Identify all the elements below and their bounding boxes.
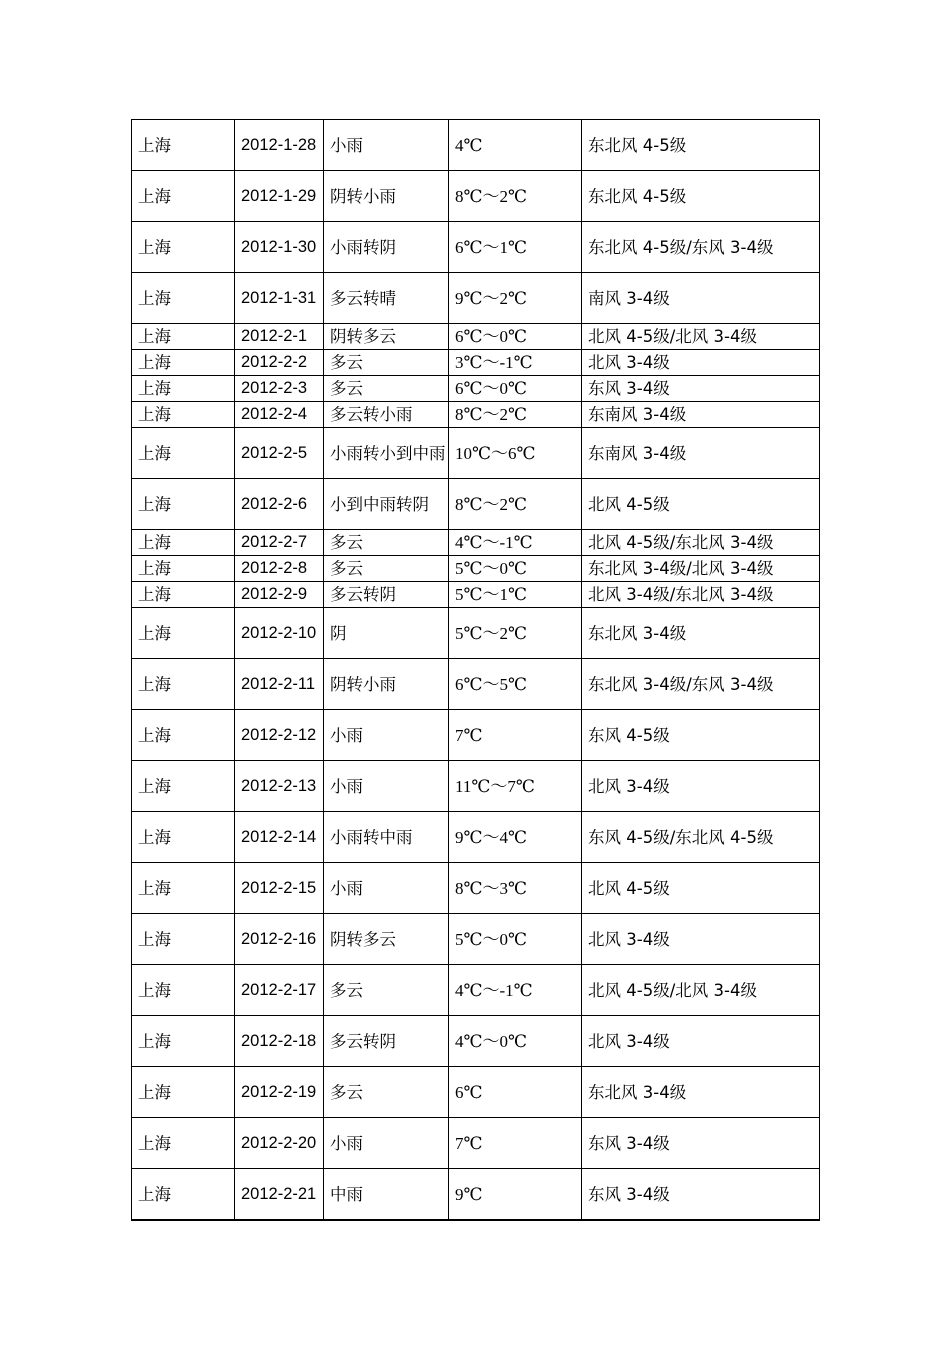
city-cell: 上海 <box>132 171 235 222</box>
city-cell: 上海 <box>132 914 235 965</box>
wind-cell: 北风 4-5级/东北风 3-4级 <box>582 530 820 556</box>
condition-cell: 小雨转小到中雨 <box>324 428 449 479</box>
date-cell: 2012-2-10 <box>235 608 324 659</box>
city-cell: 上海 <box>132 965 235 1016</box>
date-cell: 2012-2-13 <box>235 761 324 812</box>
temperature-cell: 7℃ <box>449 1118 582 1169</box>
date-cell: 2012-1-28 <box>235 120 324 171</box>
table-row <box>132 1169 820 1221</box>
condition-cell: 阴转多云 <box>324 324 449 350</box>
wind-cell: 东风 3-4级 <box>582 376 820 402</box>
table-row <box>132 273 820 324</box>
temperature-cell: 8℃～2℃ <box>449 402 582 428</box>
wind-cell: 北风 3-4级 <box>582 1016 820 1067</box>
temperature-cell: 9℃ <box>449 1169 582 1221</box>
table-row <box>132 608 820 659</box>
condition-cell: 小雨 <box>324 1118 449 1169</box>
table-row <box>132 171 820 222</box>
condition-cell: 小雨 <box>324 710 449 761</box>
temperature-cell: 4℃～-1℃ <box>449 530 582 556</box>
temperature-cell: 6℃～5℃ <box>449 659 582 710</box>
condition-cell: 多云转阴 <box>324 582 449 608</box>
city-cell: 上海 <box>132 556 235 582</box>
date-cell: 2012-1-29 <box>235 171 324 222</box>
wind-cell: 东北风 3-4级 <box>582 1067 820 1118</box>
date-cell: 2012-2-1 <box>235 324 324 350</box>
date-cell: 2012-2-3 <box>235 376 324 402</box>
wind-cell: 东风 4-5级/东北风 4-5级 <box>582 812 820 863</box>
table-row <box>132 1016 820 1067</box>
table-row <box>132 479 820 530</box>
table-row <box>132 914 820 965</box>
city-cell: 上海 <box>132 402 235 428</box>
date-cell: 2012-2-17 <box>235 965 324 1016</box>
wind-cell: 东北风 4-5级 <box>582 120 820 171</box>
city-cell: 上海 <box>132 1118 235 1169</box>
city-cell: 上海 <box>132 582 235 608</box>
table-row <box>132 402 820 428</box>
condition-cell: 小雨转中雨 <box>324 812 449 863</box>
city-cell: 上海 <box>132 428 235 479</box>
table-row <box>132 863 820 914</box>
wind-cell: 北风 4-5级/北风 3-4级 <box>582 324 820 350</box>
city-cell: 上海 <box>132 222 235 273</box>
table-row <box>132 324 820 350</box>
date-cell: 2012-2-19 <box>235 1067 324 1118</box>
date-cell: 2012-1-31 <box>235 273 324 324</box>
city-cell: 上海 <box>132 1016 235 1067</box>
wind-cell: 北风 3-4级 <box>582 914 820 965</box>
temperature-cell: 9℃～4℃ <box>449 812 582 863</box>
table-row <box>132 556 820 582</box>
temperature-cell: 5℃～2℃ <box>449 608 582 659</box>
condition-cell: 阴转小雨 <box>324 659 449 710</box>
temperature-cell: 8℃～2℃ <box>449 171 582 222</box>
date-cell: 2012-2-12 <box>235 710 324 761</box>
condition-cell: 小雨 <box>324 120 449 171</box>
city-cell: 上海 <box>132 350 235 376</box>
city-cell: 上海 <box>132 120 235 171</box>
table-row <box>132 1067 820 1118</box>
wind-cell: 北风 3-4级 <box>582 761 820 812</box>
wind-cell: 东风 4-5级 <box>582 710 820 761</box>
condition-cell: 多云 <box>324 1067 449 1118</box>
condition-cell: 小雨 <box>324 863 449 914</box>
table-row <box>132 582 820 608</box>
date-cell: 2012-2-2 <box>235 350 324 376</box>
wind-cell: 东北风 4-5级/东风 3-4级 <box>582 222 820 273</box>
table-row <box>132 659 820 710</box>
city-cell: 上海 <box>132 812 235 863</box>
date-cell: 2012-2-20 <box>235 1118 324 1169</box>
temperature-cell: 4℃～0℃ <box>449 1016 582 1067</box>
temperature-cell: 5℃～0℃ <box>449 914 582 965</box>
temperature-cell: 11℃～7℃ <box>449 761 582 812</box>
table-row <box>132 222 820 273</box>
condition-cell: 多云 <box>324 376 449 402</box>
table-row <box>132 1118 820 1169</box>
table-row <box>132 530 820 556</box>
wind-cell: 东风 3-4级 <box>582 1118 820 1169</box>
table-row <box>132 428 820 479</box>
condition-cell: 多云 <box>324 965 449 1016</box>
table-row <box>132 761 820 812</box>
condition-cell: 多云转小雨 <box>324 402 449 428</box>
temperature-cell: 9℃～2℃ <box>449 273 582 324</box>
wind-cell: 东北风 3-4级/东风 3-4级 <box>582 659 820 710</box>
wind-cell: 东风 3-4级 <box>582 1169 820 1221</box>
date-cell: 2012-2-15 <box>235 863 324 914</box>
date-cell: 2012-1-30 <box>235 222 324 273</box>
city-cell: 上海 <box>132 710 235 761</box>
temperature-cell: 6℃ <box>449 1067 582 1118</box>
date-cell: 2012-2-18 <box>235 1016 324 1067</box>
city-cell: 上海 <box>132 273 235 324</box>
temperature-cell: 8℃～3℃ <box>449 863 582 914</box>
city-cell: 上海 <box>132 1169 235 1221</box>
temperature-cell: 10℃～6℃ <box>449 428 582 479</box>
wind-cell: 东北风 4-5级 <box>582 171 820 222</box>
wind-cell: 东北风 3-4级 <box>582 608 820 659</box>
city-cell: 上海 <box>132 376 235 402</box>
condition-cell: 中雨 <box>324 1169 449 1221</box>
table-row <box>132 120 820 171</box>
wind-cell: 东北风 3-4级/北风 3-4级 <box>582 556 820 582</box>
wind-cell: 北风 4-5级 <box>582 479 820 530</box>
table-row <box>132 812 820 863</box>
temperature-cell: 6℃～0℃ <box>449 376 582 402</box>
table-row <box>132 350 820 376</box>
temperature-cell: 3℃～-1℃ <box>449 350 582 376</box>
temperature-cell: 4℃～-1℃ <box>449 965 582 1016</box>
date-cell: 2012-2-6 <box>235 479 324 530</box>
wind-cell: 北风 3-4级 <box>582 350 820 376</box>
wind-cell: 北风 4-5级 <box>582 863 820 914</box>
city-cell: 上海 <box>132 530 235 556</box>
temperature-cell: 5℃～1℃ <box>449 582 582 608</box>
table-row <box>132 710 820 761</box>
condition-cell: 阴 <box>324 608 449 659</box>
date-cell: 2012-2-7 <box>235 530 324 556</box>
table-row <box>132 376 820 402</box>
weather-table-body <box>132 120 820 1221</box>
wind-cell: 南风 3-4级 <box>582 273 820 324</box>
city-cell: 上海 <box>132 1067 235 1118</box>
date-cell: 2012-2-21 <box>235 1169 324 1221</box>
temperature-cell: 7℃ <box>449 710 582 761</box>
date-cell: 2012-2-16 <box>235 914 324 965</box>
weather-table <box>131 119 820 1221</box>
condition-cell: 多云 <box>324 556 449 582</box>
wind-cell: 东南风 3-4级 <box>582 402 820 428</box>
wind-cell: 北风 4-5级/北风 3-4级 <box>582 965 820 1016</box>
date-cell: 2012-2-11 <box>235 659 324 710</box>
temperature-cell: 6℃～1℃ <box>449 222 582 273</box>
condition-cell: 多云转阴 <box>324 1016 449 1067</box>
city-cell: 上海 <box>132 761 235 812</box>
condition-cell: 多云 <box>324 350 449 376</box>
temperature-cell: 8℃～2℃ <box>449 479 582 530</box>
condition-cell: 多云转晴 <box>324 273 449 324</box>
wind-cell: 东南风 3-4级 <box>582 428 820 479</box>
temperature-cell: 4℃ <box>449 120 582 171</box>
wind-cell: 北风 3-4级/东北风 3-4级 <box>582 582 820 608</box>
condition-cell: 阴转多云 <box>324 914 449 965</box>
date-cell: 2012-2-14 <box>235 812 324 863</box>
city-cell: 上海 <box>132 863 235 914</box>
condition-cell: 小雨 <box>324 761 449 812</box>
condition-cell: 多云 <box>324 530 449 556</box>
condition-cell: 小到中雨转阴 <box>324 479 449 530</box>
condition-cell: 小雨转阴 <box>324 222 449 273</box>
city-cell: 上海 <box>132 324 235 350</box>
date-cell: 2012-2-9 <box>235 582 324 608</box>
temperature-cell: 5℃～0℃ <box>449 556 582 582</box>
date-cell: 2012-2-5 <box>235 428 324 479</box>
city-cell: 上海 <box>132 659 235 710</box>
table-row <box>132 965 820 1016</box>
condition-cell: 阴转小雨 <box>324 171 449 222</box>
city-cell: 上海 <box>132 608 235 659</box>
city-cell: 上海 <box>132 479 235 530</box>
date-cell: 2012-2-8 <box>235 556 324 582</box>
date-cell: 2012-2-4 <box>235 402 324 428</box>
temperature-cell: 6℃～0℃ <box>449 324 582 350</box>
